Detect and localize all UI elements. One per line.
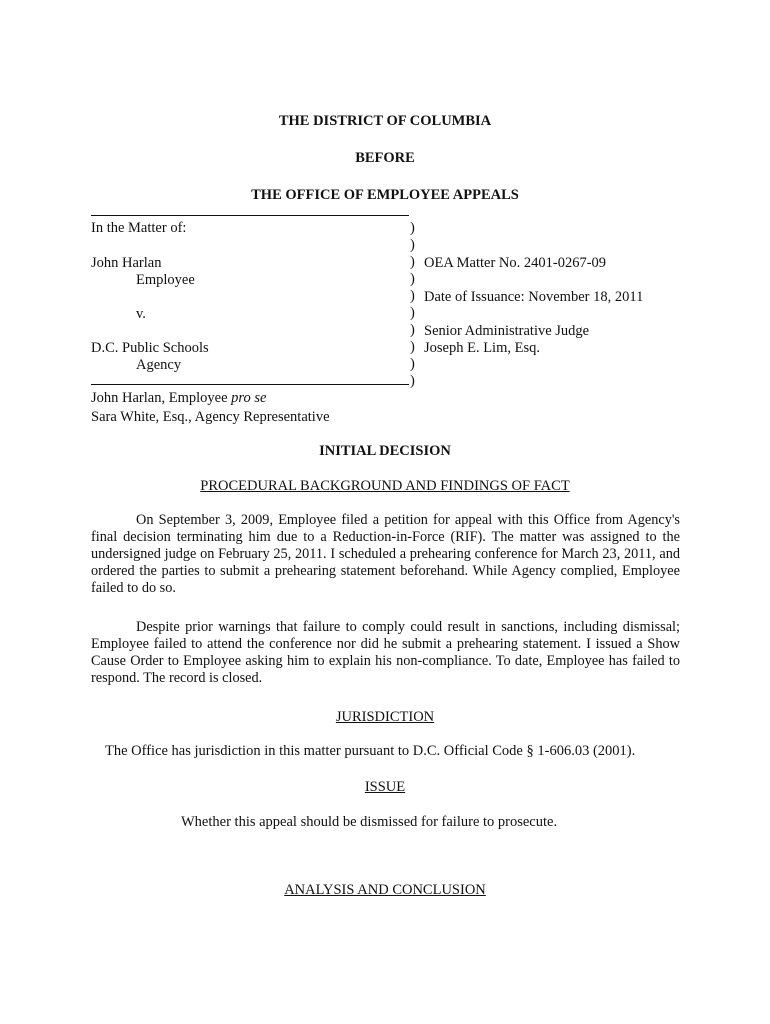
employee-role: Employee bbox=[136, 272, 195, 288]
caption-paren: ) bbox=[410, 254, 415, 270]
caption-paren: ) bbox=[410, 220, 415, 236]
in-the-matter-label: In the Matter of: bbox=[91, 220, 187, 236]
issue-text: Whether this appeal should be dismissed for failure to prosecute. bbox=[181, 814, 558, 830]
before-heading: BEFORE bbox=[355, 150, 415, 166]
judge-title: Senior Administrative Judge bbox=[424, 323, 590, 339]
date-of-issuance: Date of Issuance: November 18, 2011 bbox=[424, 289, 644, 305]
caption-paren: ) bbox=[410, 288, 415, 304]
issue-heading: ISSUE bbox=[364, 779, 406, 795]
agency-name: D.C. Public Schools bbox=[91, 340, 209, 356]
court-title: THE DISTRICT OF COLUMBIA bbox=[278, 113, 492, 129]
caption-paren: ) bbox=[410, 271, 415, 287]
analysis-heading: ANALYSIS AND CONCLUSION bbox=[284, 882, 486, 898]
caption-paren: ) bbox=[410, 373, 415, 389]
agency-representative: Sara White, Esq., Agency Representative bbox=[91, 409, 330, 425]
caption-paren: ) bbox=[410, 237, 415, 253]
office-title: THE OFFICE OF EMPLOYEE APPEALS bbox=[251, 187, 519, 203]
decision-title: INITIAL DECISION bbox=[319, 443, 451, 459]
employee-representative-name: John Harlan, Employee bbox=[91, 390, 228, 406]
employee-representative bbox=[91, 390, 266, 407]
background-paragraph-2: Despite prior warnings that failure to comply could result in sanctions, including dismissal; Employee failed to attend the conference nor did he submit a prehearing statement. I issued a Show Cause Order to Employee asking him to explain his non-compliance. To date, Employee has failed to respond. The record is closed. bbox=[91, 619, 680, 686]
jurisdiction-text: The Office has jurisdiction in this matter pursuant to D.C. Official Code § 1-606.03 (2001). bbox=[105, 743, 636, 759]
employee-name: John Harlan bbox=[91, 255, 162, 271]
caption-paren: ) bbox=[410, 339, 415, 355]
versus-label: v. bbox=[136, 306, 146, 322]
caption-bottom-rule bbox=[91, 384, 409, 385]
judge-name: Joseph E. Lim, Esq. bbox=[424, 340, 540, 356]
caption-paren: ) bbox=[410, 356, 415, 372]
matter-number: OEA Matter No. 2401-0267-09 bbox=[424, 255, 607, 271]
caption-top-rule bbox=[91, 215, 409, 216]
jurisdiction-heading: JURISDICTION bbox=[335, 709, 435, 725]
caption-paren: ) bbox=[410, 322, 415, 338]
background-paragraph-1: On September 3, 2009, Employee filed a petition for appeal with this Office from Agency's final decision terminating him due to a Reduction-in-Force (RIF). The matter was assigned to the undersigned judge on February 25, 2011. I scheduled a prehearing conference for March 23, 2011, and ordered the parties to submit a prehearing statement beforehand. While Agency complied, Employee failed to do so. bbox=[91, 512, 680, 596]
caption-paren: ) bbox=[410, 305, 415, 321]
pro-se-label: pro se bbox=[231, 390, 267, 406]
background-heading: PROCEDURAL BACKGROUND AND FINDINGS OF FACT bbox=[200, 478, 570, 494]
agency-role: Agency bbox=[136, 357, 182, 373]
